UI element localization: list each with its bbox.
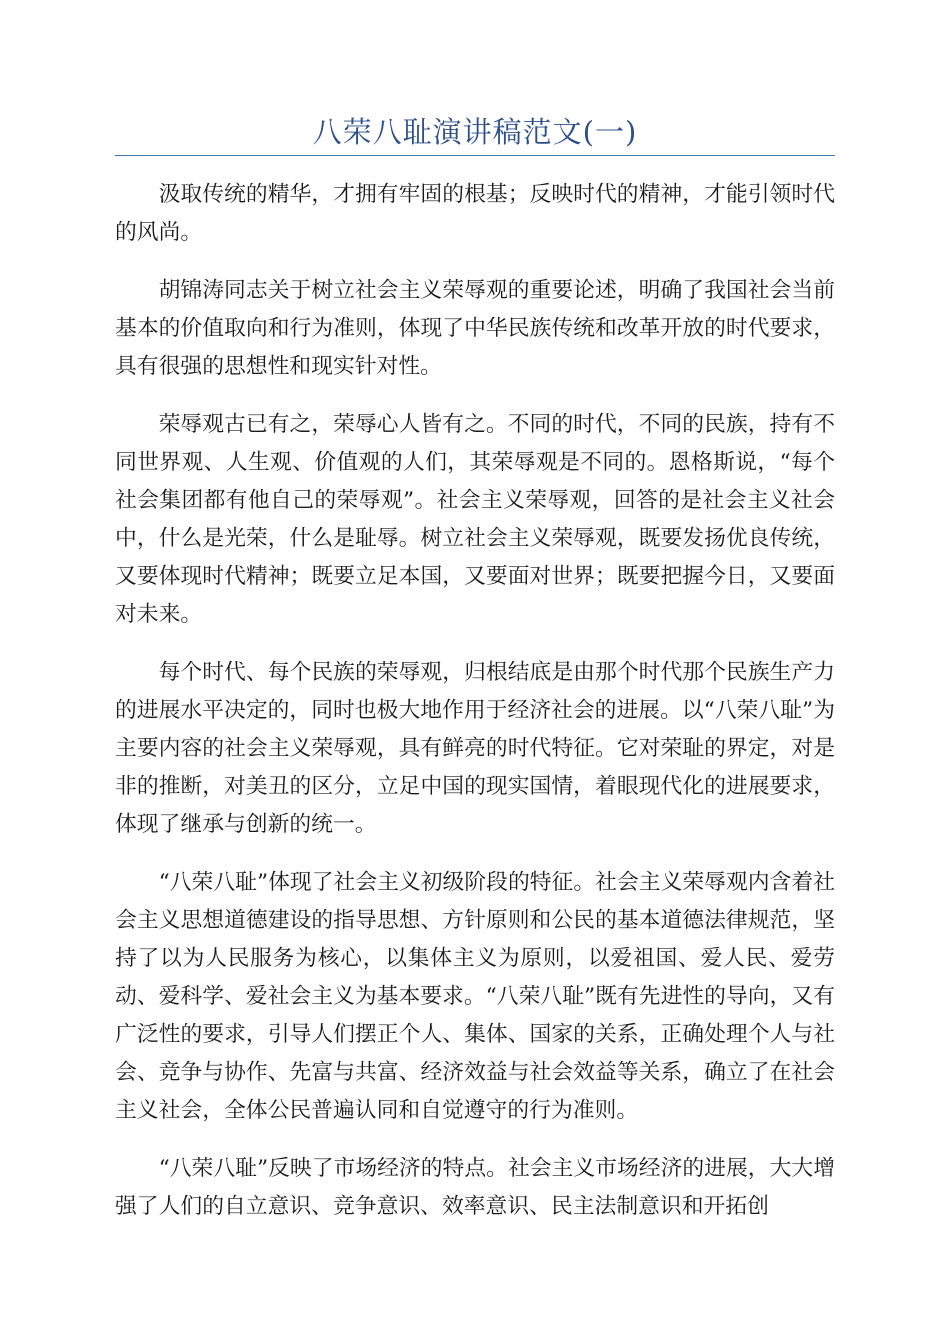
title-block (115, 112, 835, 156)
paragraph-2: 胡锦涛同志关于树立社会主义荣辱观的重要论述，明确了我国社会当前基本的价值取向和行为准则，体现了中华民族传统和改革开放的时代要求，具有很强的思想性和现实针对性。 (115, 278, 835, 379)
paragraph-6: “八荣八耻”反映了市场经济的特点。社会主义市场经济的进展，大大增强了人们的自立意识、竞争意识、效率意识、民主法制意识和开拓创 (115, 1156, 835, 1219)
paragraph-4: 每个时代、每个民族的荣辱观，归根结底是由那个时代那个民族生产力的进展水平决定的，同时也极大地作用于经济社会的进展。以“八荣八耻”为主要内容的社会主义荣辱观，具有鲜亮的时代特征。它对荣耻的界定，对是非的推断，对美丑的区分，立足中国的现实国情，着眼现代化的进展要求，体现了继承与创新的统一。 (115, 660, 835, 837)
paragraph-1: 汲取传统的精华，才拥有牢固的根基；反映时代的精神，才能引领时代的风尚。 (115, 182, 835, 245)
document-title: 八荣八耻演讲稿范文(一) (312, 115, 638, 149)
paragraph-5: “八荣八耻”体现了社会主义初级阶段的特征。社会主义荣辱观内含着社会主义思想道德建设的指导思想、方针原则和公民的基本道德法律规范，坚持了以为人民服务为核心，以集体主义为原则，以爱祖国、爱人民、爱劳动、爱科学、爱社会主义为基本要求。“八荣八耻”既有先进性的导向，又有广泛性的要求，引导人们摆正个人、集体、国家的关系，正确处理个人与社会、竞争与协作、先富与共富、经济效益与社会效益等关系，确立了在社会主义社会，全体公民普遍认同和自觉遵守的行为准则。 (115, 870, 835, 1123)
document-body (115, 176, 835, 1246)
paragraph-3: 荣辱观古已有之，荣辱心人皆有之。不同的时代，不同的民族，持有不同世界观、人生观、价值观的人们，其荣辱观是不同的。恩格斯说，“每个社会集团都有他自己的荣辱观”。社会主义荣辱观，回答的是社会主义社会中，什么是光荣，什么是耻辱。树立社会主义荣辱观，既要发扬优良传统，又要体现时代精神；既要立足本国，又要面对世界；既要把握今日，又要面对未来。 (115, 412, 835, 627)
